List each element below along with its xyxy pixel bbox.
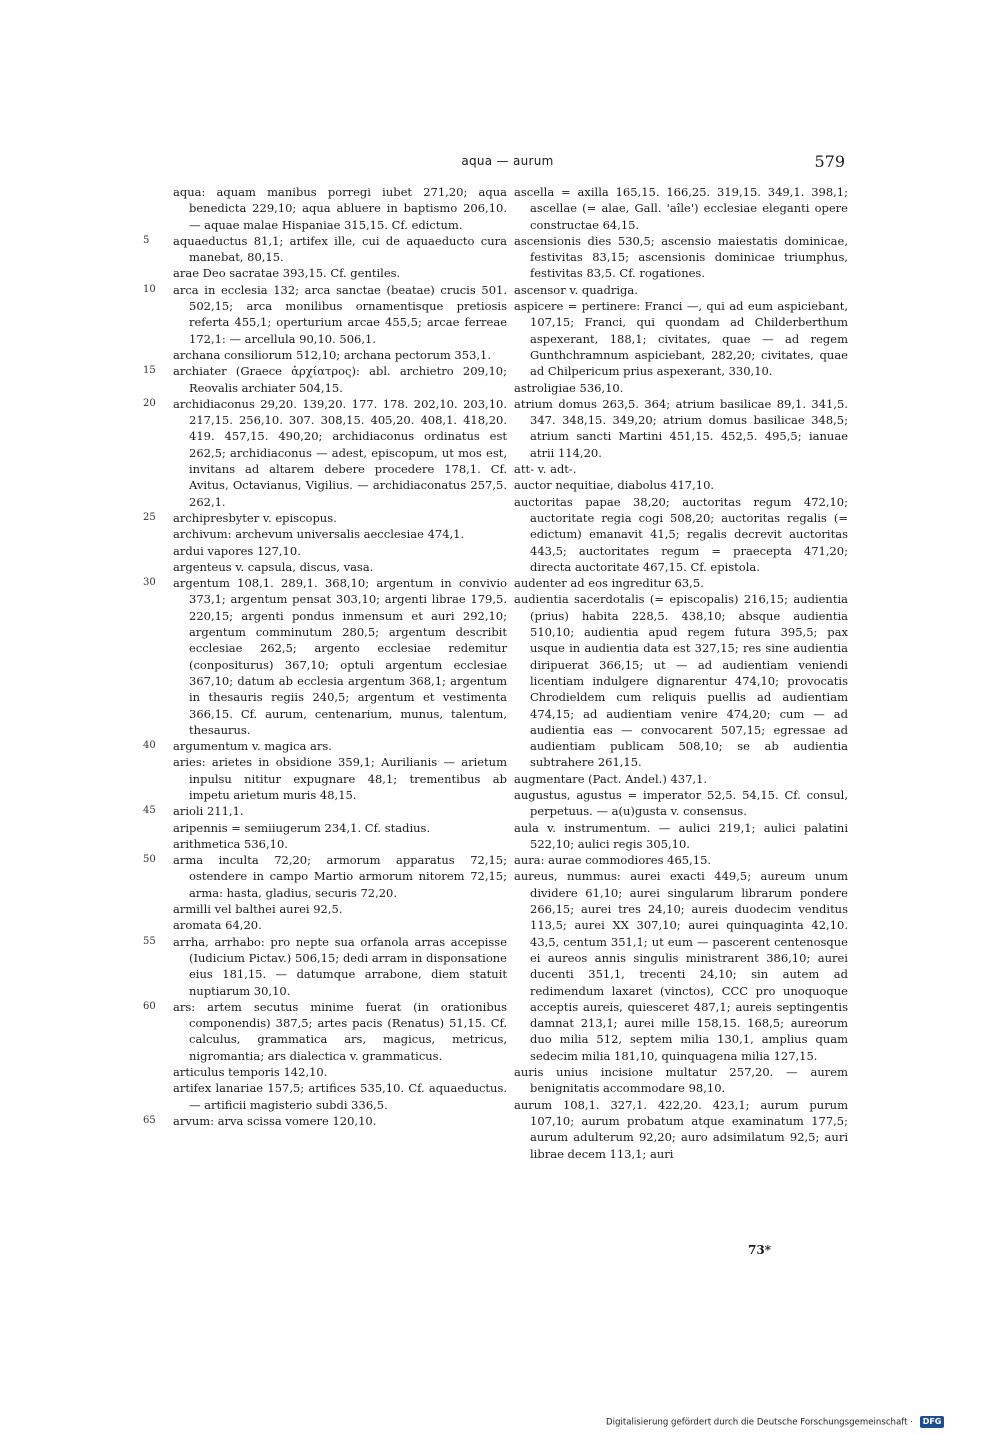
entry-text: archidiaconus 29,20. 139,20. 177. 178. 202,10. 203,10. 217,15. 256,10. 307. 308,15. 405,20. 408,1. 418,20. 419. 457,15. 490,20; archidiaconus ordinatus est 262,5; archidiaconus — adest, episcopum, ut mos est, invitans ad altarem debere procedere 178,1. Cf. Avitus, Octavianus, Vigilius. — archidiaconatus 257,5. 262,1. (173, 396, 507, 509)
index-entry (143, 999, 507, 1064)
entry-text: archiater (Graece ἀρχίατρος): abl. archietro 209,10; Reovalis archiater 504,15. (173, 364, 507, 395)
index-entry (173, 559, 507, 575)
entry-text: arioli 211,1. (173, 804, 244, 819)
index-entry (514, 282, 848, 298)
entry-text: auris unius incisione multatur 257,20. — aurem benignitatis accommodare 98,10. (514, 1065, 848, 1096)
right-column (514, 184, 848, 1249)
page-header (170, 154, 845, 174)
running-title: aqua — aurum (461, 154, 554, 168)
entry-text: argentum 108,1. 289,1. 368,10; argentum in convivio 373,1; argentum pensat 303,10; argenti librae 179,5. 220,15; argenti pondus inmensum et auri 292,10; argentum comminutum 280,5; argentum describit ecclesiae 262,5; argento ecclesiae redemitur (conpositurus) 367,10; optuli argentum ecclesiae 367,10; datum ab ecclesia argentum 368,1; argentum in thesauris regiis 240,5; argentum et vestimenta 366,15. Cf. aurum, centenarium, munus, talentum, thesaurus. (173, 576, 507, 737)
entry-text: audenter ad eos ingreditur 63,5. (514, 576, 704, 591)
line-number: 50 (143, 854, 156, 866)
index-entry (143, 575, 507, 738)
index-entry (143, 282, 507, 347)
line-number: 40 (143, 740, 156, 752)
index-entry (173, 1080, 507, 1113)
entry-text: aurum 108,1. 327,1. 422,20. 423,1; aurum purum 107,10; aurum probatum atque examinatum 177,5; aurum adulterum 92,20; auro adsimilatum 92,5; auri librae decem 113,1; auri (514, 1097, 848, 1161)
index-entry (514, 1097, 848, 1162)
entry-text: augustus, agustus = imperator 52,5. 54,15. Cf. consul, perpetuus. — a(u)gusta v. consensus. (514, 787, 848, 819)
index-entry (514, 575, 848, 591)
index-entry (173, 265, 507, 281)
index-entry (514, 787, 848, 820)
entry-text: armilli vel balthei aurei 92,5. (173, 902, 343, 917)
left-column (143, 184, 507, 1249)
entry-text: ascensionis dies 530,5; ascensio maiestatis dominicae, festivitas 83,15; ascensionis dominicae triumphus, festivitas 83,5. Cf. rogationes. (514, 233, 848, 281)
entry-text: argenteus v. capsula, discus, vasa. (173, 559, 374, 574)
entry-text: arithmetica 536,10. (173, 836, 288, 851)
index-entry (514, 184, 848, 233)
line-number: 5 (143, 234, 150, 246)
entry-text: articulus temporis 142,10. (173, 1065, 328, 1080)
entry-text: aquaeductus 81,1; artifex ille, cui de aquaeducto cura manebat, 80,15. (173, 233, 507, 265)
entry-text: artifex lanariae 157,5; artifices 535,10. Cf. aquaeductus. — artificii magisterio subdi 336,5. (173, 1081, 507, 1112)
line-number: 15 (143, 365, 156, 377)
line-number: 10 (143, 283, 156, 295)
index-entry (514, 820, 848, 853)
index-entry (173, 836, 507, 852)
index-entry (173, 901, 507, 917)
entry-text: arca in ecclesia 132; arca sanctae (beatae) crucis 501. 502,15; arca monilibus ornamentisque pretiosis referta 455,1; operturium arcae 455,5; arcae ferreae 172,1: — arcellula 90,10. 506,1. (173, 282, 507, 346)
entry-text: aromata 64,20. (173, 918, 262, 933)
index-entry (143, 233, 507, 266)
line-number: 65 (143, 1114, 156, 1126)
index-entry (514, 591, 848, 770)
entry-text: aries: arietes in obsidione 359,1; Aurilianis — arietum inpulsu nititur expugnare 48,1; trementibus ab impetu arietum muris 48,15. (173, 755, 507, 802)
index-entry (173, 526, 507, 542)
index-entry (173, 347, 507, 363)
index-entry (143, 934, 507, 999)
footer-text: Digitalisierung gefördert durch die Deutsche Forschungsgemeinschaft · (606, 1417, 913, 1428)
entry-text: archipresbyter v. episcopus. (173, 510, 337, 525)
dfg-logo: DFG (920, 1416, 945, 1428)
line-number: 20 (143, 397, 156, 409)
index-entry (143, 738, 507, 754)
entry-text: ardui vapores 127,10. (173, 543, 301, 558)
index-entry (514, 477, 848, 493)
page-number: 579 (814, 152, 845, 171)
index-entry (143, 396, 507, 510)
index-entry (514, 868, 848, 1064)
entry-text: aula v. instrumentum. — aulici 219,1; aulici palatini 522,10; aulici regis 305,10. (514, 820, 848, 851)
line-number: 55 (143, 935, 156, 947)
index-entry (173, 1064, 507, 1080)
line-number: 25 (143, 511, 156, 523)
line-number: 60 (143, 1000, 156, 1012)
entry-text: archana consiliorum 512,10; archana pectorum 353,1. (173, 347, 492, 362)
entry-text: atrium domus 263,5. 364; atrium basilicae 89,1. 341,5. 347. 348,15. 349,20; atrium domus basilicae 348,5; atrium sancti Martini 451,15. 452,5. 495,5; ianuae atrii 114,20. (514, 396, 848, 460)
entry-text: aqua: aquam manibus porregi iubet 271,20; aqua benedicta 229,10; aqua abluere in baptismo 206,10. — aquae malae Hispaniae 315,15. Cf. edictum. (173, 185, 507, 232)
index-entry (143, 852, 507, 901)
entry-text: ascella = axilla 165,15. 166,25. 319,15. 349,1. 398,1; ascellae (= alae, Gall. 'aîle') ecclesiae eleganti opere constructae 64,15. (514, 185, 848, 232)
index-entry (514, 233, 848, 282)
index-entry (173, 820, 507, 836)
index-entry (514, 494, 848, 575)
line-number: 30 (143, 577, 156, 589)
entry-text: archivum: archevum universalis aecclesiae 474,1. (173, 527, 465, 542)
index-entry (173, 543, 507, 559)
index-entry (514, 380, 848, 396)
index-entry (173, 917, 507, 933)
index-entry (143, 1113, 507, 1129)
index-entry (514, 1064, 848, 1097)
index-entry (514, 461, 848, 477)
index-entry (143, 803, 507, 819)
entry-text: arma inculta 72,20; armorum apparatus 72,15; ostendere in campo Martio armorum nitorem 72,15; arma: hasta, gladius, securis 72,20. (173, 853, 507, 900)
entry-text: audientia sacerdotalis (= episcopalis) 216,15; audientia (prius) habita 228,5. 438,10; absque audientia 510,10; audientia apud regem futura 395,5; pax usque in audientia data est 327,15; res sine audientia diripuerat 366,15; ut — ad audientiam veniendi licentiam indulgere dignarentur 474,10; provocatis Chrodieldem cum reliquis puellis ad audientiam 474,15; ad audientiam venire 474,20; cum — ad audientia eas — convocarent 507,15; egressae ad audientiam publicam 508,10; se ab audientia subtrahere 261,15. (514, 592, 848, 770)
entry-text: aura: aurae commodiores 465,15. (514, 853, 712, 868)
line-number: 45 (143, 805, 156, 817)
entry-text: argumentum v. magica ars. (173, 739, 332, 754)
index-entry (514, 298, 848, 379)
index-entry (514, 852, 848, 868)
index-entry (173, 184, 507, 233)
entry-text: arrha, arrhabo: pro nepte sua orfanola arras accepisse (Iudicium Pictav.) 506,15; dedi arram in disponsatione eius 181,15. — datumque arrabone, diem statuit nuptiarum 30,10. (173, 934, 507, 998)
index-entry (143, 510, 507, 526)
entry-text: arvum: arva scissa vomere 120,10. (173, 1113, 377, 1128)
entry-text: aripennis = semiiugerum 234,1. Cf. stadius. (173, 820, 431, 835)
entry-text: auctor nequitiae, diabolus 417,10. (514, 478, 715, 493)
entry-text: att- v. adt-. (514, 462, 577, 477)
entry-text: ars: artem secutus minime fuerat (in orationibus componendis) 387,5; artes pacis (Renatus) 51,15. Cf. calculus, grammatica ars, magicus, metricus, nigromantia; ars dialectica v. grammaticus. (173, 999, 507, 1063)
entry-text: aspicere = pertinere: Franci —, qui ad eum aspiciebant, 107,15; Franci, qui quondam ad Childerberthum aspexerant, 188,1; civitates, quae — ad regem Gunthchramnum aspiciebant, 282,20; civitates, quae ad Chilpericum prius aspexerant, 330,10. (514, 299, 848, 379)
entry-text: auctoritas papae 38,20; auctoritas regum 472,10; auctoritate regia cogi 508,20; auctoritas regalis (= edictum) emanavit 41,5; regalis decrevit auctoritas 443,5; auctoritates regum = praecepta 471,20; directa auctoritate 467,15. Cf. epistola. (514, 494, 848, 574)
entry-text: augmentare (Pact. Andel.) 437,1. (514, 771, 708, 786)
entry-text: aureus, nummus: aurei exacti 449,5; aureum unum dividere 61,10; aurei singularum librarum pondere 266,15; aurei tres 24,10; aureis duodecim venditus 113,5; aurei XX 307,10; aurei quinquaginta 42,10. 43,5, centum 351,1; ut eum — pascerent centenosque ei aureos annis singulis ministrarent 386,10; aurei ducenti 351,1, trecenti 24,10; sin autem ad redimendum laxaret (vinctos), CCC pro unoquoque acceptis aureis, quiesceret 487,1; aureis septingentis damnat 213,1; aurei mille 158,15. 168,5; aureorum duo milia 512, septem milia 130,1, amplius quam sedecim milia 181,10, quinquagena milia 127,15. (514, 869, 848, 1063)
footer (606, 1416, 994, 1430)
entry-text: ascensor v. quadriga. (514, 282, 638, 297)
index-entry (173, 754, 507, 803)
signature-mark: 73* (748, 1243, 771, 1257)
index-entry (514, 396, 848, 461)
index-entry (143, 363, 507, 396)
entry-text: arae Deo sacratae 393,15. Cf. gentiles. (173, 266, 401, 281)
index-entry (514, 771, 848, 787)
entry-text: astroligiae 536,10. (514, 380, 624, 395)
